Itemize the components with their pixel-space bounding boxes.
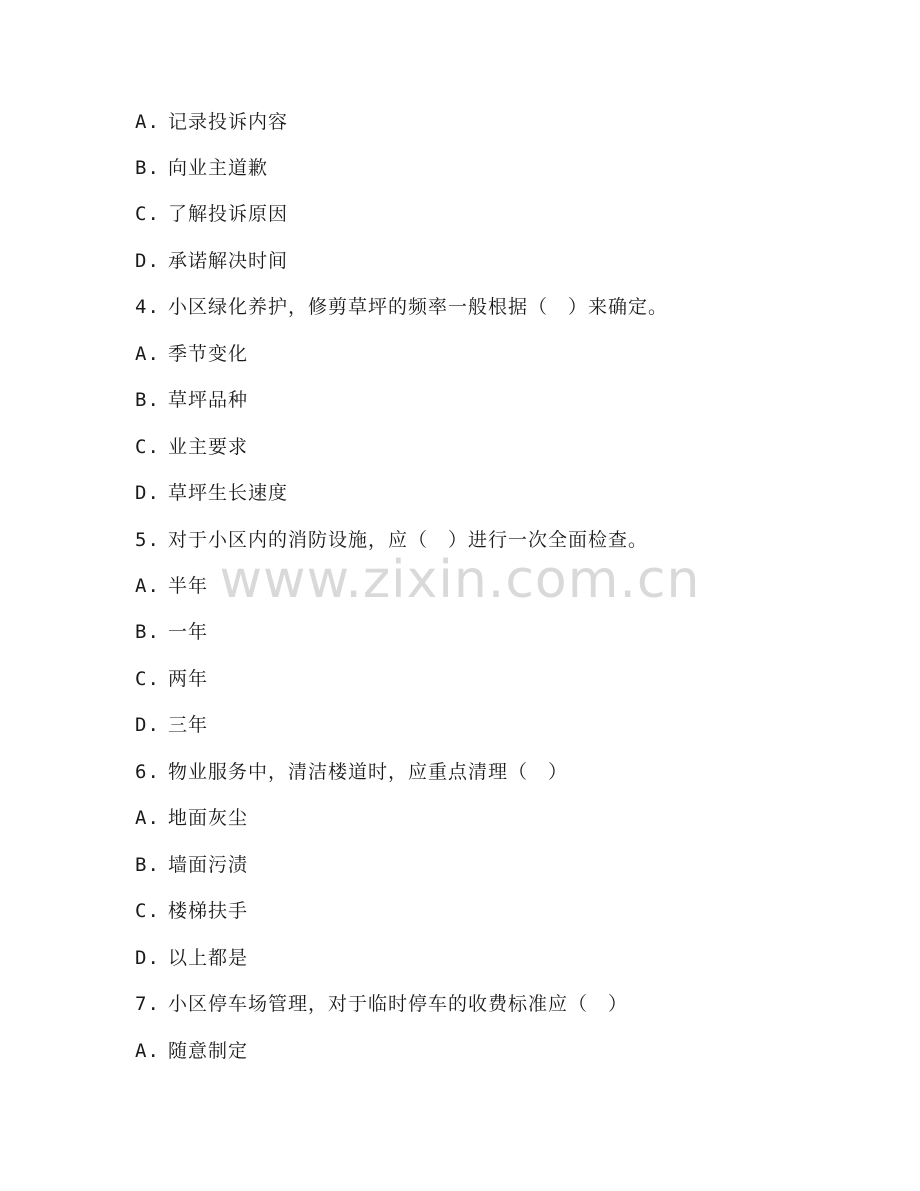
option-line [135, 385, 248, 415]
option-text: 三年 [168, 714, 209, 736]
question-number: 7. [135, 993, 160, 1015]
option-text: 季节变化 [168, 343, 249, 365]
question-text: 对于小区内的消防设施，应（ ）进行一次全面检查。 [168, 529, 649, 551]
option-text: 草坪生长速度 [168, 482, 289, 504]
option-marker: A. [135, 343, 160, 365]
option-text: 墙面污渍 [168, 854, 249, 876]
option-line [135, 199, 288, 229]
option-line [135, 432, 248, 462]
option-line [135, 803, 248, 833]
option-marker: D. [135, 250, 160, 272]
option-line [135, 478, 288, 508]
option-marker: B. [135, 389, 160, 411]
question-text: 小区绿化养护，修剪草坪的频率一般根据（ ）来确定。 [168, 296, 669, 318]
option-line [135, 617, 208, 647]
option-marker: C. [135, 668, 160, 690]
option-marker: A. [135, 807, 160, 829]
question-text: 物业服务中，清洁楼道时，应重点清理（ ） [168, 761, 569, 783]
option-marker: A. [135, 1040, 160, 1062]
option-text: 草坪品种 [168, 389, 249, 411]
option-line [135, 339, 248, 369]
option-line [135, 710, 208, 740]
option-text: 记录投诉内容 [168, 111, 289, 133]
question-text: 小区停车场管理，对于临时停车的收费标准应（ ） [168, 993, 629, 1015]
question-line [135, 989, 628, 1019]
option-text: 地面灰尘 [168, 807, 249, 829]
option-text: 一年 [168, 621, 209, 643]
option-line [135, 107, 288, 137]
option-line [135, 153, 268, 183]
option-text: 楼梯扶手 [168, 900, 249, 922]
option-line [135, 664, 208, 694]
watermark: www.zixin.com.cn [219, 550, 701, 610]
option-line [135, 246, 288, 276]
question-number: 5. [135, 529, 160, 551]
option-marker: C. [135, 436, 160, 458]
option-text: 随意制定 [168, 1040, 249, 1062]
option-text: 承诺解决时间 [168, 250, 289, 272]
option-marker: B. [135, 854, 160, 876]
option-line [135, 943, 248, 973]
option-marker: C. [135, 900, 160, 922]
question-number: 6. [135, 761, 160, 783]
option-marker: B. [135, 621, 160, 643]
option-marker: D. [135, 482, 160, 504]
option-text: 半年 [168, 575, 209, 597]
question-line [135, 292, 668, 322]
option-marker: A. [135, 575, 160, 597]
option-marker: B. [135, 157, 160, 179]
option-text: 两年 [168, 668, 209, 690]
option-text: 向业主道歉 [168, 157, 269, 179]
option-text: 以上都是 [168, 947, 249, 969]
option-line [135, 1036, 248, 1066]
option-marker: D. [135, 947, 160, 969]
option-text: 业主要求 [168, 436, 249, 458]
question-number: 4. [135, 296, 160, 318]
option-text: 了解投诉原因 [168, 203, 289, 225]
option-line [135, 850, 248, 880]
option-marker: C. [135, 203, 160, 225]
option-line [135, 896, 248, 926]
option-marker: D. [135, 714, 160, 736]
option-marker: A. [135, 111, 160, 133]
question-line [135, 757, 568, 787]
